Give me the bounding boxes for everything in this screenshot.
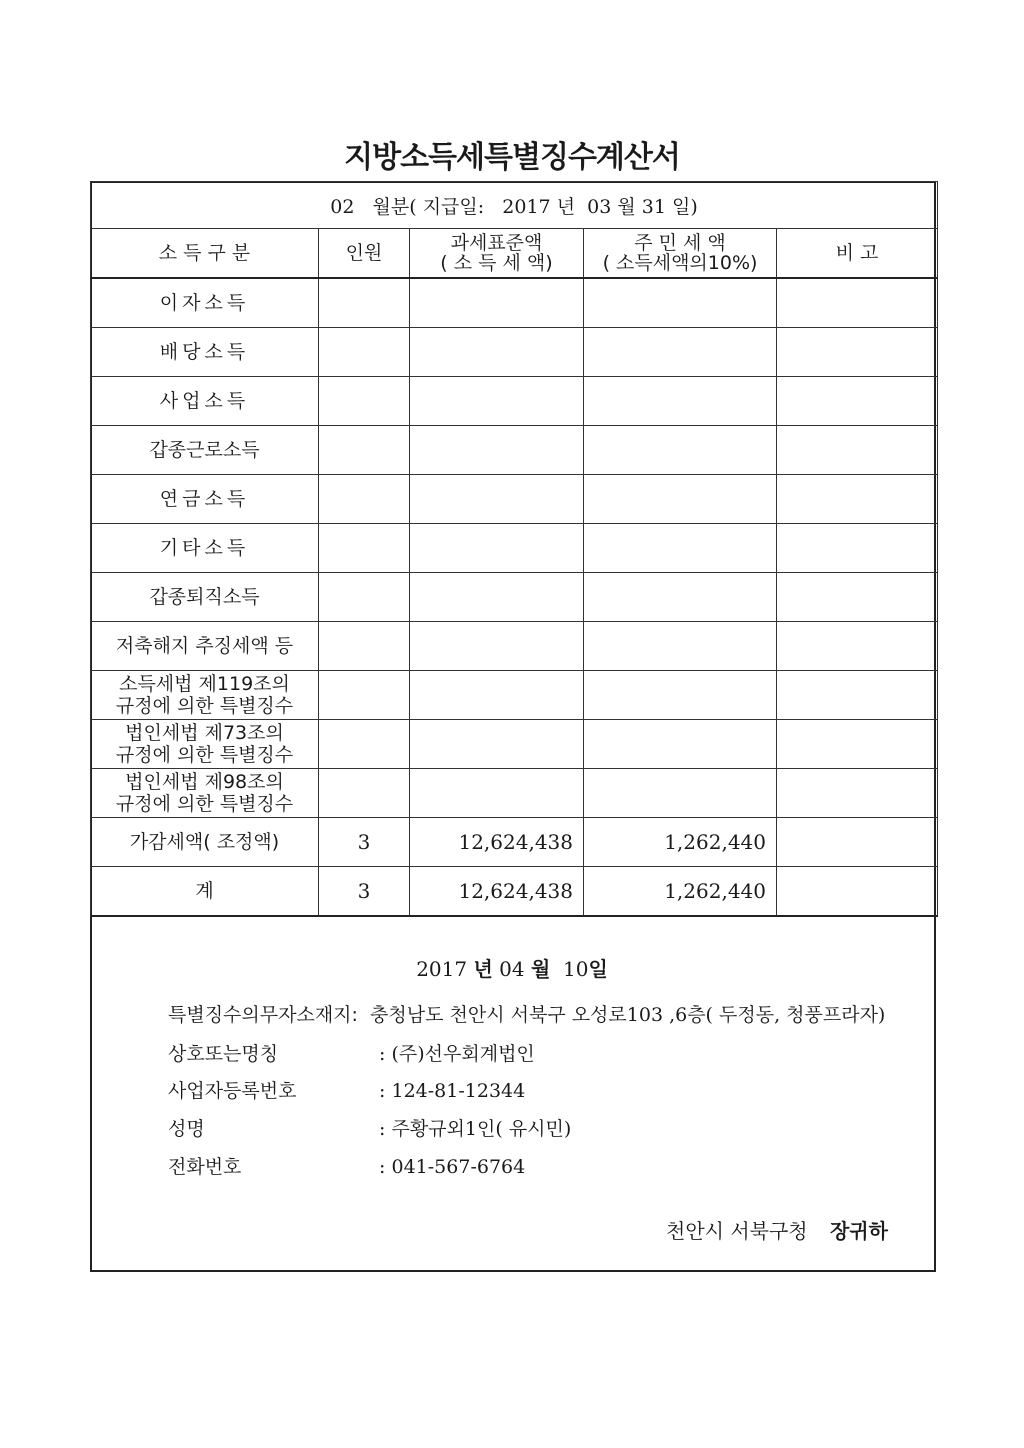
cell-tax-base <box>410 475 584 524</box>
row-label: 배당소득 <box>91 328 319 377</box>
row-label: 법인세법 제73조의 규정에 의한 특별징수 <box>91 720 319 769</box>
issue-date: 2017 년 04 월 10일 <box>416 957 608 981</box>
name-label: 성명 <box>168 1118 205 1140</box>
cell-tax-base <box>410 720 584 769</box>
cell-tax-base <box>410 278 584 328</box>
cell-tax-base <box>410 769 584 818</box>
cell-tax-base <box>410 426 584 475</box>
row-label: 이자소득 <box>91 278 319 328</box>
cell-tax-base: 12,624,438 <box>410 867 584 917</box>
header-remarks: 비 고 <box>777 229 938 279</box>
row-label: 갑종퇴직소득 <box>91 573 319 622</box>
address-line <box>168 1000 885 1027</box>
header-category: 소 득 구 분 <box>91 229 319 279</box>
cell-tax-base <box>410 573 584 622</box>
cell-remarks <box>777 377 938 426</box>
phone-label: 전화번호 <box>168 1156 242 1178</box>
company-label: 상호또는명칭 <box>168 1043 279 1065</box>
row-label: 기타소득 <box>91 524 319 573</box>
cell-persons <box>319 573 410 622</box>
cell-remarks <box>777 867 938 917</box>
name-line <box>168 1114 571 1141</box>
document-title: 지방소득세특별징수계산서 <box>344 140 680 175</box>
recipient-title: 장귀하 <box>829 1219 888 1243</box>
table-row <box>91 328 938 377</box>
period-month: 02 <box>330 195 355 218</box>
cell-resident-tax <box>584 377 777 426</box>
cell-persons <box>319 524 410 573</box>
tax-calculation-table <box>90 181 938 917</box>
cell-tax-base <box>410 671 584 720</box>
pay-day-unit: 일) <box>672 195 698 218</box>
table-row <box>91 720 938 769</box>
cell-remarks <box>777 720 938 769</box>
period-cell <box>91 182 938 229</box>
cell-persons <box>319 328 410 377</box>
header-persons: 인원 <box>319 229 410 279</box>
header-resident-tax: 주 민 세 액 ( 소득세액의10%) <box>584 229 777 279</box>
row-label: 가감세액( 조정액) <box>91 818 319 867</box>
cell-resident-tax <box>584 278 777 328</box>
cell-persons <box>319 769 410 818</box>
name-value: : 주황규외1인( 유시민) <box>379 1118 572 1140</box>
company-line <box>168 1039 535 1066</box>
address-label: 특별징수의무자소재지: <box>168 1004 358 1026</box>
pay-year: 2017 <box>502 195 551 218</box>
cell-tax-base <box>410 377 584 426</box>
cell-tax-base <box>410 622 584 671</box>
phone-line <box>168 1152 525 1179</box>
cell-persons <box>319 475 410 524</box>
cell-persons: 3 <box>319 867 410 917</box>
table-row <box>91 573 938 622</box>
cell-remarks <box>777 622 938 671</box>
row-label: 갑종근로소득 <box>91 426 319 475</box>
cell-resident-tax <box>584 573 777 622</box>
table-row-adjustment <box>91 818 938 867</box>
cell-persons <box>319 671 410 720</box>
registration-label: 사업자등록번호 <box>168 1080 297 1102</box>
cell-remarks <box>777 818 938 867</box>
period-month-suffix: 월분( 지급일: <box>372 195 485 218</box>
cell-remarks <box>777 426 938 475</box>
table-row <box>91 524 938 573</box>
cell-resident-tax <box>584 426 777 475</box>
pay-day: 31 <box>641 195 666 218</box>
cell-remarks <box>777 573 938 622</box>
address-value: 충청남도 천안시 서북구 오성로103 ,6층( 두정동, 청풍프라자) <box>370 1004 886 1026</box>
company-value: : (주)선우회계법인 <box>379 1043 535 1065</box>
row-label: 연금소득 <box>91 475 319 524</box>
table-row-total <box>91 867 938 917</box>
period-row <box>91 182 938 229</box>
cell-remarks <box>777 278 938 328</box>
row-label: 소득세법 제119조의 규정에 의한 특별징수 <box>91 671 319 720</box>
phone-value: : 041-567-6764 <box>379 1156 526 1178</box>
recipient-signature <box>666 1215 888 1244</box>
row-label: 계 <box>91 867 319 917</box>
row-label: 법인세법 제98조의 규정에 의한 특별징수 <box>91 769 319 818</box>
cell-tax-base: 12,624,438 <box>410 818 584 867</box>
cell-resident-tax <box>584 524 777 573</box>
header-row <box>91 229 938 279</box>
header-tax-base: 과세표준액 ( 소 득 세 액) <box>410 229 584 279</box>
table-row <box>91 377 938 426</box>
cell-remarks <box>777 328 938 377</box>
pay-month: 03 <box>587 195 612 218</box>
cell-resident-tax <box>584 475 777 524</box>
table-row <box>91 278 938 328</box>
table-row <box>91 622 938 671</box>
cell-resident-tax <box>584 328 777 377</box>
cell-resident-tax: 1,262,440 <box>584 818 777 867</box>
cell-persons <box>319 377 410 426</box>
cell-persons <box>319 720 410 769</box>
pay-month-unit: 월 <box>617 195 636 218</box>
table-row <box>91 475 938 524</box>
cell-remarks <box>777 671 938 720</box>
cell-remarks <box>777 769 938 818</box>
cell-remarks <box>777 475 938 524</box>
table-row <box>91 671 938 720</box>
cell-tax-base <box>410 524 584 573</box>
row-label: 사업소득 <box>91 377 319 426</box>
cell-resident-tax <box>584 622 777 671</box>
registration-value: : 124-81-12344 <box>379 1080 526 1102</box>
table-row <box>91 426 938 475</box>
cell-resident-tax <box>584 720 777 769</box>
cell-resident-tax: 1,262,440 <box>584 867 777 917</box>
cell-tax-base <box>410 328 584 377</box>
cell-persons <box>319 426 410 475</box>
cell-resident-tax <box>584 769 777 818</box>
table-row <box>91 769 938 818</box>
recipient-office: 천안시 서북구청 <box>666 1219 808 1243</box>
row-label: 저축해지 추징세액 등 <box>91 622 319 671</box>
cell-persons: 3 <box>319 818 410 867</box>
cell-persons <box>319 278 410 328</box>
registration-line <box>168 1076 525 1103</box>
cell-remarks <box>777 524 938 573</box>
pay-year-unit: 년 <box>556 195 576 218</box>
cell-persons <box>319 622 410 671</box>
cell-resident-tax <box>584 671 777 720</box>
